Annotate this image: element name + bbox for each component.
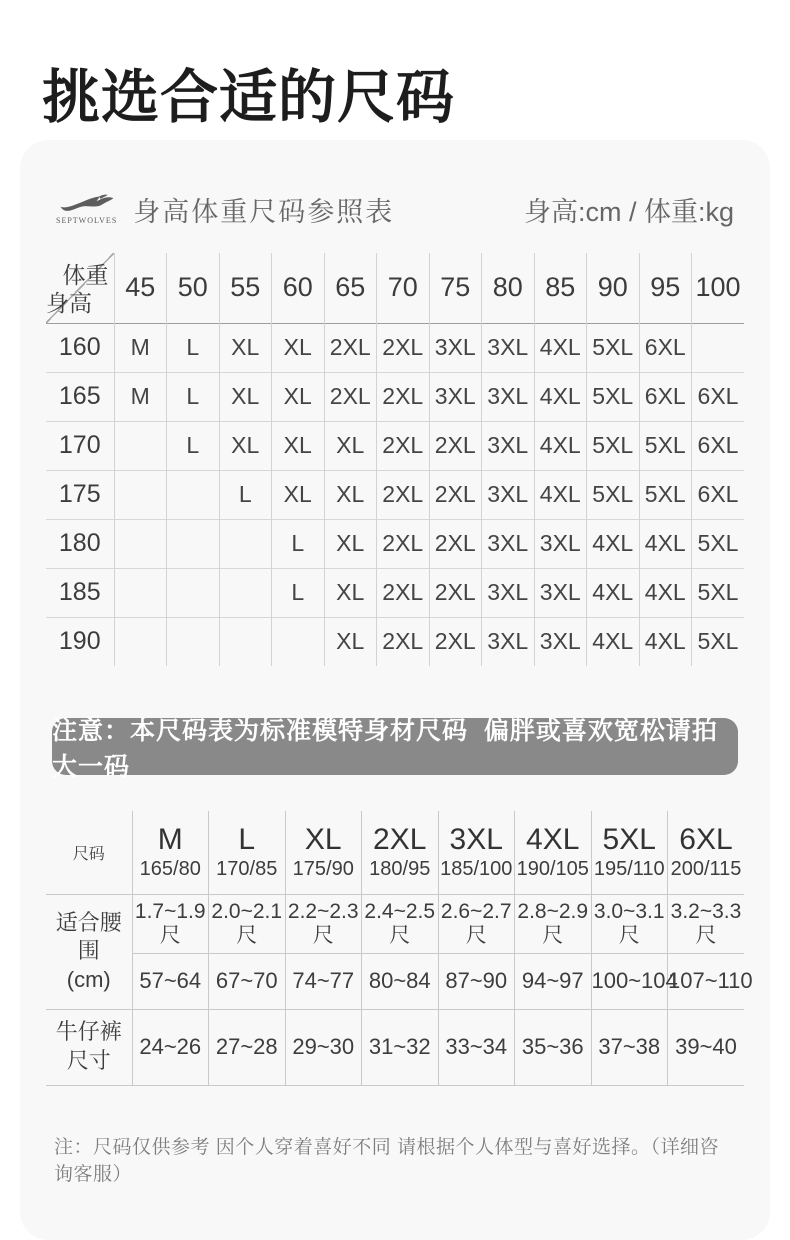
- waist-chi-cell: [668, 894, 745, 953]
- size-cell: [219, 617, 272, 666]
- waist-chi-range: 2.2~2.3: [287, 900, 359, 924]
- size-cell: XL: [219, 421, 272, 470]
- size-cell: XL: [272, 470, 325, 519]
- waist-cm-cell: 100~104: [591, 953, 668, 1009]
- waist-cm-cell: 80~84: [362, 953, 439, 1009]
- waist-chi-unit: 尺: [389, 923, 411, 947]
- size-cell: 2XL: [429, 617, 482, 666]
- matrix-row: [46, 519, 744, 568]
- weight-header: 100: [695, 272, 741, 303]
- size-height-weight: 190/105: [516, 858, 589, 881]
- size-cell: M: [114, 372, 167, 421]
- waist-label-line1: 适合腰围: [55, 909, 122, 964]
- size-name-label: L: [238, 823, 256, 857]
- size-detail-table: [46, 811, 753, 1086]
- size-cell: L: [167, 323, 220, 372]
- jeans-size-cell: 35~36: [515, 1009, 592, 1085]
- waist-chi-cell: [209, 894, 286, 953]
- size-cell: L: [167, 372, 220, 421]
- waist-chi-unit: 尺: [695, 923, 717, 947]
- size-cell: 5XL: [697, 530, 739, 556]
- weight-header: 60: [272, 253, 325, 323]
- size-cell: 2XL: [324, 372, 377, 421]
- height-weight-size-table: [46, 253, 744, 666]
- weight-header: 45: [114, 253, 167, 323]
- jeans-size-cell: 31~32: [362, 1009, 439, 1085]
- size-cell: [114, 617, 167, 666]
- waist-chi-cell: [591, 894, 668, 953]
- size-cell: 5XL: [587, 372, 640, 421]
- size-cell: 6XL: [697, 383, 739, 409]
- size-cell: 4XL: [587, 617, 640, 666]
- size-cell: [272, 617, 325, 666]
- footnote: 注：尺码仅供参考 因个人穿着喜好不同 请根据个人体型与喜好选择。（详细咨询客服）: [54, 1136, 720, 1185]
- weight-header: 80: [482, 253, 535, 323]
- size-cell: 2XL: [377, 568, 430, 617]
- size-cell: XL: [324, 421, 377, 470]
- size-height-weight: 180/95: [369, 858, 431, 881]
- matrix-row: [46, 421, 744, 470]
- weight-header: 50: [167, 253, 220, 323]
- brand-name: SEPTWOLVES: [56, 216, 118, 225]
- size-cell: 4XL: [639, 617, 692, 666]
- size-cell: [219, 519, 272, 568]
- weight-header: 55: [219, 253, 272, 323]
- size-name-label: 4XL: [526, 823, 580, 857]
- waist-chi-cell: [285, 894, 362, 953]
- jeans-row-label: [46, 1009, 132, 1085]
- size-cell: 4XL: [639, 519, 692, 568]
- waist-row-label: [46, 894, 132, 1009]
- waist-chi-unit: 尺: [618, 923, 640, 947]
- matrix-row: [46, 568, 744, 617]
- waist-chi-cell: [515, 894, 592, 953]
- jeans-size-cell: 27~28: [209, 1009, 286, 1085]
- size-cell: L: [272, 568, 325, 617]
- size-cell: 4XL: [534, 470, 587, 519]
- corner-weight-label: 体重: [62, 262, 109, 288]
- size-cell: [114, 568, 167, 617]
- weight-header: 70: [377, 253, 430, 323]
- waist-cm-row: [46, 953, 744, 1009]
- size-cell: XL: [272, 323, 325, 372]
- weight-header: 95: [639, 253, 692, 323]
- size-chart-card: [20, 140, 770, 1240]
- size-cell: 5XL: [639, 470, 692, 519]
- matrix-body: [46, 323, 744, 666]
- waist-cm-cell: 67~70: [209, 953, 286, 1009]
- weight-header: 85: [534, 253, 587, 323]
- size-column-header: [515, 811, 592, 894]
- size-cell: L: [219, 470, 272, 519]
- waist-chi-range: 1.7~1.9: [134, 900, 206, 924]
- detail-header-row: [46, 811, 744, 894]
- size-cell: 2XL: [429, 568, 482, 617]
- size-cell: 2XL: [377, 470, 430, 519]
- size-cell: 2XL: [377, 519, 430, 568]
- size-cell: XL: [324, 568, 377, 617]
- size-height-weight: 175/90: [292, 858, 354, 881]
- matrix-corner-cell: [46, 253, 114, 323]
- waist-chi-unit: 尺: [236, 923, 258, 947]
- height-label: 160: [46, 323, 114, 372]
- size-cell: 4XL: [587, 568, 640, 617]
- size-cell: [167, 519, 220, 568]
- size-cell: 2XL: [429, 470, 482, 519]
- jeans-size-cell: 29~30: [285, 1009, 362, 1085]
- chart-title: 身高体重尺码参照表: [133, 197, 395, 227]
- size-cell: 2XL: [429, 421, 482, 470]
- size-column-header: [132, 811, 209, 894]
- size-cell: XL: [219, 372, 272, 421]
- matrix-row: [46, 323, 744, 372]
- size-column-header: [438, 811, 515, 894]
- waist-chi-unit: 尺: [465, 923, 487, 947]
- height-label: 175: [46, 470, 114, 519]
- size-row-label: 尺码: [46, 811, 132, 894]
- size-name-label: XL: [304, 823, 342, 857]
- size-cell: 3XL: [534, 617, 587, 666]
- size-cell: L: [272, 519, 325, 568]
- size-cell: 5XL: [697, 628, 739, 655]
- size-cell: 3XL: [482, 470, 535, 519]
- size-cell: 3XL: [482, 372, 535, 421]
- matrix-row: [46, 617, 744, 666]
- weight-header: 90: [587, 253, 640, 323]
- size-column-header: [285, 811, 362, 894]
- height-label: 185: [46, 568, 114, 617]
- detail-body: [46, 811, 753, 1085]
- size-cell: [167, 617, 220, 666]
- size-column-header: [209, 811, 286, 894]
- waist-chi-range: 2.0~2.1: [211, 900, 283, 924]
- size-cell: 3XL: [482, 617, 535, 666]
- jeans-row: [46, 1009, 744, 1085]
- weight-header: 75: [429, 253, 482, 323]
- size-cell: 3XL: [534, 519, 587, 568]
- matrix-row: [46, 470, 744, 519]
- size-height-weight: 170/85: [216, 858, 278, 881]
- waist-chi-range: 3.0~3.1: [593, 900, 665, 924]
- waist-chi-range: 2.8~2.9: [517, 900, 589, 924]
- brand-logo: [56, 194, 117, 225]
- height-label: 190: [46, 617, 114, 666]
- size-cell: L: [167, 421, 220, 470]
- matrix-header-row: [46, 253, 744, 323]
- size-cell: 2XL: [377, 421, 430, 470]
- size-cell: XL: [272, 421, 325, 470]
- waist-chi-cell: [132, 894, 209, 953]
- waist-chi-cell: [438, 894, 515, 953]
- size-cell: [114, 519, 167, 568]
- size-height-weight: 200/115: [670, 858, 742, 881]
- size-cell: 3XL: [429, 372, 482, 421]
- height-label: 180: [46, 519, 114, 568]
- size-cell: M: [114, 323, 167, 372]
- size-cell: 4XL: [587, 519, 640, 568]
- size-cell: 5XL: [587, 323, 640, 372]
- size-column-header: [591, 811, 668, 894]
- size-name-label: 6XL: [679, 823, 733, 857]
- size-cell: 2XL: [377, 617, 430, 666]
- size-cell: 3XL: [429, 323, 482, 372]
- size-cell: 4XL: [534, 323, 587, 372]
- page-title: 挑选合适的尺码: [42, 65, 456, 130]
- size-cell: 3XL: [482, 519, 535, 568]
- chart-header: [46, 190, 744, 229]
- jeans-label-line2: 尺寸: [66, 1048, 111, 1073]
- size-cell: 4XL: [534, 372, 587, 421]
- waist-cm-cell: 94~97: [515, 953, 592, 1009]
- size-cell: XL: [324, 519, 377, 568]
- size-cell: 2XL: [324, 323, 377, 372]
- size-cell: 4XL: [534, 421, 587, 470]
- size-cell: [114, 421, 167, 470]
- jeans-label-line1: 牛仔裤: [55, 1019, 122, 1045]
- height-label: 165: [46, 372, 114, 421]
- size-cell: 3XL: [482, 323, 535, 372]
- jeans-size-cell: 33~34: [438, 1009, 515, 1085]
- size-cell: 4XL: [639, 568, 692, 617]
- size-cell: 3XL: [482, 568, 535, 617]
- waist-label-line2: (cm): [66, 966, 111, 992]
- jeans-size-cell: 37~38: [591, 1009, 668, 1085]
- size-cell: 2XL: [377, 323, 430, 372]
- size-cell: [219, 568, 272, 617]
- size-cell: 5XL: [639, 421, 692, 470]
- units-label: 身高:cm / 体重:kg: [523, 197, 734, 227]
- size-cell: XL: [324, 617, 377, 666]
- size-name-label: M: [157, 823, 183, 857]
- size-cell: 3XL: [482, 421, 535, 470]
- size-name-label: 3XL: [449, 823, 503, 857]
- size-cell: 6XL: [639, 372, 692, 421]
- size-cell: [167, 470, 220, 519]
- waist-chi-range: 2.6~2.7: [440, 900, 512, 924]
- size-cell: [114, 470, 167, 519]
- waist-chi-range: 2.4~2.5: [364, 900, 436, 924]
- waist-chi-unit: 尺: [312, 923, 334, 947]
- height-label: 170: [46, 421, 114, 470]
- size-cell: 5XL: [697, 579, 739, 605]
- waist-chi-row: [46, 894, 744, 953]
- size-column-header: [362, 811, 439, 894]
- size-cell: 6XL: [697, 481, 739, 507]
- size-height-weight: 195/110: [593, 858, 665, 881]
- size-height-weight: 165/80: [139, 858, 201, 881]
- size-cell: 5XL: [587, 470, 640, 519]
- waist-chi-range: 3.2~3.3: [670, 900, 742, 924]
- size-name-label: 5XL: [602, 823, 656, 857]
- size-cell: [167, 568, 220, 617]
- size-cell: 6XL: [697, 432, 739, 458]
- corner-height-label: 身高: [46, 289, 92, 316]
- jeans-size-cell: 24~26: [132, 1009, 209, 1085]
- size-column-header: [668, 811, 745, 894]
- size-cell: 2XL: [377, 372, 430, 421]
- waist-cm-cell: 57~64: [132, 953, 209, 1009]
- waist-chi-unit: 尺: [542, 923, 564, 947]
- size-cell: XL: [219, 323, 272, 372]
- waist-cm-cell: 87~90: [438, 953, 515, 1009]
- waist-cm-cell: 107~110: [668, 953, 745, 1009]
- jeans-size-cell: 39~40: [668, 1009, 745, 1085]
- size-cell: 5XL: [587, 421, 640, 470]
- size-name-label: 2XL: [373, 823, 427, 857]
- weight-header: 65: [324, 253, 377, 323]
- size-cell: 6XL: [639, 323, 692, 372]
- waist-cm-cell: 74~77: [285, 953, 362, 1009]
- waist-chi-cell: [362, 894, 439, 953]
- waist-chi-unit: 尺: [159, 923, 181, 947]
- size-height-weight: 185/100: [440, 858, 513, 881]
- size-cell: 3XL: [534, 568, 587, 617]
- notice-banner: 注意：本尺码表为标准模特身材尺码 偏胖或喜欢宽松请拍大一码: [52, 718, 738, 775]
- size-cell: XL: [272, 372, 325, 421]
- size-cell: XL: [324, 470, 377, 519]
- size-cell: [692, 323, 745, 372]
- size-cell: 2XL: [429, 519, 482, 568]
- wolf-icon: [59, 194, 115, 215]
- matrix-row: [46, 372, 744, 421]
